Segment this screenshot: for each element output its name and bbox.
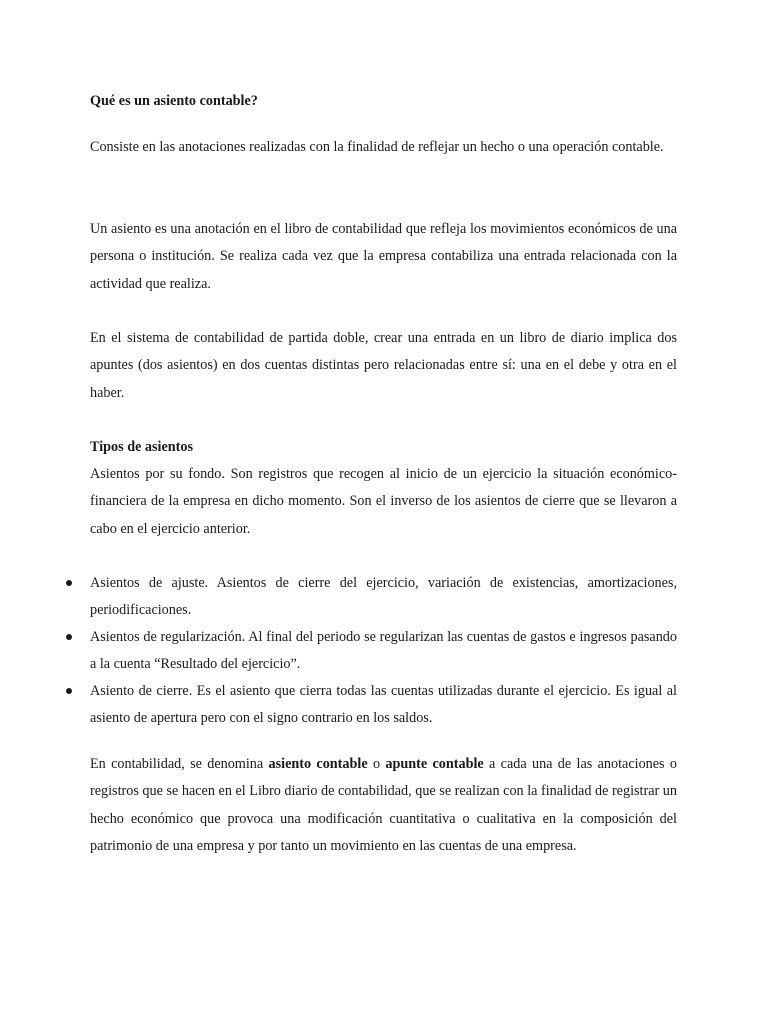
final-part2: o [367,756,386,772]
term-asiento-contable: asiento contable [268,756,368,772]
types-heading: Tipos de asientos [90,439,194,455]
list-item: Asientos de ajuste. Asientos de cierre del ejercicio, variación de existencias, amortizaciones, periodificaciones. [90,575,677,619]
term-apunte-contable: apunte contable [385,756,484,772]
heading: Qué es un asiento contable? [90,93,258,109]
types-intro: Asientos por su fondo. Son registros que recogen al inicio de un ejercicio la situación económico-financiera de la empresa en dicho momento. Son el inverso de los asientos de cierre que se llevaron a cabo en el ejercicio anterior. [90,466,677,537]
paragraph-asiento: Un asiento es una anotación en el libro de contabilidad que refleja los movimientos económicos de una persona o institución. Se realiza cada vez que la empresa contabiliza una entrada relacionada con la actividad que realiza. [90,221,677,292]
paragraph-final [90,751,677,861]
bullet-dot [66,688,72,694]
bullet-dot [66,634,72,640]
paragraph-partida-doble: En el sistema de contabilidad de partida doble, crear una entrada en un libro de diario implica dos apuntes (dos asientos) en dos cuentas distintas pero relacionadas entre sí: una en el debe y otra en el haber. [90,330,677,401]
list-item: Asiento de cierre. Es el asiento que cierra todas las cuentas utilizadas durante el ejercicio. Es igual al asiento de apertura pero con el signo contrario en los saldos. [90,683,677,727]
final-part3: a cada una de las anotaciones o registros que se hacen en el Libro diario de contabilidad, que se realizan con la finalidad de registrar un hecho económico que provoca una modificación cuantitativa o cualitativa en la composición del patrimonio de una empresa y por tanto un movimiento en las cuentas de una empresa. [90,756,678,855]
paragraph-definition: Consiste en las anotaciones realizadas con la finalidad de reflejar un hecho o una operación contable. [90,139,664,155]
list-item: Asientos de regularización. Al final del periodo se regularizan las cuentas de gastos e ingresos pasando a la cuenta “Resultado del ejercicio”. [90,629,677,673]
final-part1: En contabilidad, se denomina [90,756,269,772]
bullet-dot [66,580,72,586]
